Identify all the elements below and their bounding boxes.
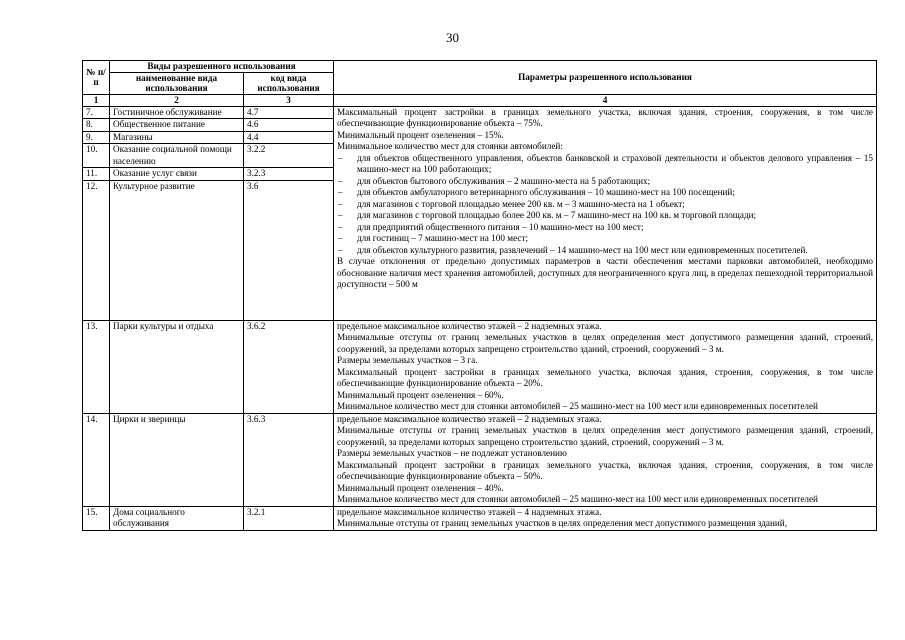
row-number: 15.: [83, 506, 110, 530]
row-number: 11.: [83, 168, 110, 181]
params-cell: [334, 320, 877, 413]
param-text: Размеры земельных участков – 3 га.: [337, 355, 478, 365]
param-text: Размеры земельных участков – не подлежат установлению: [337, 448, 567, 458]
table-row: [83, 506, 877, 530]
list-item: – для магазинов с торговой площадью более 200 кв. м – 7 машино-мест на 100 кв. м торговой площади;: [337, 210, 873, 222]
param-text: В случае отклонения от предельно допустимых параметров в части обеспечения местами парковки автомобилей, необходимо обоснование наличия мест хранения автомобилей, доступных для неограниченного круга лиц, в пределах пешеходной территориальной доступности – 500 м: [337, 256, 873, 289]
header-num: № п/п: [83, 61, 110, 95]
param-text: Максимальный процент застройки в границах земельного участка, включая здания, строения, сооружения, в том числе обеспечивающие функционирование объекта – 75%.: [337, 106, 873, 128]
param-text: Минимальное количество мест для стоянки автомобилей – 25 машино-мест на 100 мест или единовременных посетителей: [337, 401, 818, 411]
list-item: – для объектов бытового обслуживания – 2 машино-места на 5 работающих;: [337, 176, 873, 188]
use-name: Оказание социальной помощи населению: [110, 144, 244, 168]
row-number: 9.: [83, 131, 110, 144]
row-number: 14.: [83, 413, 110, 506]
parking-list: [337, 153, 873, 257]
header-row-1: [83, 61, 877, 73]
row-number: 8.: [83, 119, 110, 132]
use-name: Культурное развитие: [110, 180, 244, 192]
use-code: 3.2.3: [244, 168, 334, 181]
use-name: Магазины: [110, 131, 244, 144]
param-text: предельное максимальное количество этажей – 4 надземных этажа.: [337, 506, 602, 517]
header-group: Виды разрешенного использования: [110, 61, 334, 73]
list-item: – для магазинов с торговой площадью менее 200 кв. м – 3 машино-места на 1 объект;: [337, 199, 873, 211]
row-number: 13.: [83, 320, 110, 413]
table-row: [83, 413, 877, 506]
use-code: 3.2.1: [244, 506, 334, 530]
param-text: Максимальный процент застройки в границах земельного участка, включая здания, строения, сооружения, в том числе обеспечивающие функционирование объекта – 50%.: [337, 459, 873, 481]
col-number: 2: [110, 94, 244, 106]
list-item: – для объектов общественного управления, объектов банковской и страховой деятельности и объектов делового управления – 15 машино-мест на 100 работающих;: [337, 153, 873, 176]
use-name: Оказание услуг связи: [110, 168, 244, 181]
use-code: 3.6.2: [244, 320, 334, 413]
list-item: – для объектов амбулаторного ветеринарного обслуживания – 10 машино-мест на 100 посещений;: [337, 187, 873, 199]
param-text: Минимальное количество мест для стоянки автомобилей – 25 машино-мест на 100 мест или единовременных посетителей: [337, 494, 818, 504]
empty-cell: [110, 192, 244, 320]
row-number: 7.: [83, 106, 110, 119]
param-text: Минимальные отступы от границ земельных участков в целях определения мест допустимого размещения зданий, строений, сооружений, за пределами которых запрещено строительство зданий, строений, сооружений – 3 м.: [337, 332, 873, 354]
column-number-row: [83, 94, 877, 106]
header-name: наименование вида использования: [110, 72, 244, 94]
use-name: Общественное питание: [110, 119, 244, 132]
col-number: 3: [244, 94, 334, 106]
params-cell-group: [334, 106, 877, 320]
row-number: 10.: [83, 144, 110, 168]
land-use-table: [82, 60, 877, 531]
param-text: Максимальный процент застройки в границах земельного участка, включая здания, строения, сооружения, в том числе обеспечивающие функционирование объекта – 20%.: [337, 366, 873, 388]
empty-cell: [244, 192, 334, 320]
use-code: 4.6: [244, 119, 334, 132]
table-row: [83, 320, 877, 413]
col-number: 4: [334, 94, 877, 106]
use-code: 4.7: [244, 106, 334, 119]
use-code: 3.6: [244, 180, 334, 192]
row-number: 12.: [83, 180, 110, 192]
params-cell: [334, 413, 877, 506]
header-params: Параметры разрешенного использования: [334, 61, 877, 95]
use-name: Дома социального обслуживания: [110, 506, 244, 530]
use-name: Цирки и зверинцы: [110, 413, 244, 506]
param-text: Минимальные отступы от границ земельных участков в целях определения мест допустимого размещения зданий, строений, сооружений, за пределами которых запрещено строительство зданий, строений, сооружений – 3 м.: [337, 425, 873, 447]
param-text: предельное максимальное количество этажей – 2 надземных этажа.: [337, 413, 602, 424]
use-code: 4.4: [244, 131, 334, 144]
param-text: Минимальный процент озеленения – 60%.: [337, 389, 504, 400]
use-name: Гостиничное обслуживание: [110, 106, 244, 119]
use-name: Парки культуры и отдыха: [110, 320, 244, 413]
list-item: – для объектов культурного развития, развлечений – 14 машино-мест на 100 мест или единовременных посетителей.: [337, 245, 873, 257]
params-cell: [334, 506, 877, 530]
col-number: 1: [83, 94, 110, 106]
page-number: 30: [446, 30, 459, 45]
use-code: 3.2.2: [244, 144, 334, 168]
list-item: – для гостиниц – 7 машино-мест на 100 мест;: [337, 233, 873, 245]
param-text: Минимальный процент озеленения – 15%.: [337, 129, 504, 140]
empty-cell: [83, 192, 110, 320]
param-text: Минимальный процент озеленения – 40%.: [337, 482, 504, 493]
table-row: [83, 106, 877, 119]
use-code: 3.6.3: [244, 413, 334, 506]
param-text: предельное максимальное количество этажей – 2 надземных этажа.: [337, 320, 602, 331]
list-item: – для предприятий общественного питания – 10 машино-мест на 100 мест;: [337, 222, 873, 234]
header-code: код вида использования: [244, 72, 334, 94]
param-text: Минимальные отступы от границ земельных участков в целях определения мест допустимого размещения зданий,: [337, 518, 787, 528]
param-text: Минимальное количество мест для стоянки автомобилей:: [337, 141, 563, 151]
